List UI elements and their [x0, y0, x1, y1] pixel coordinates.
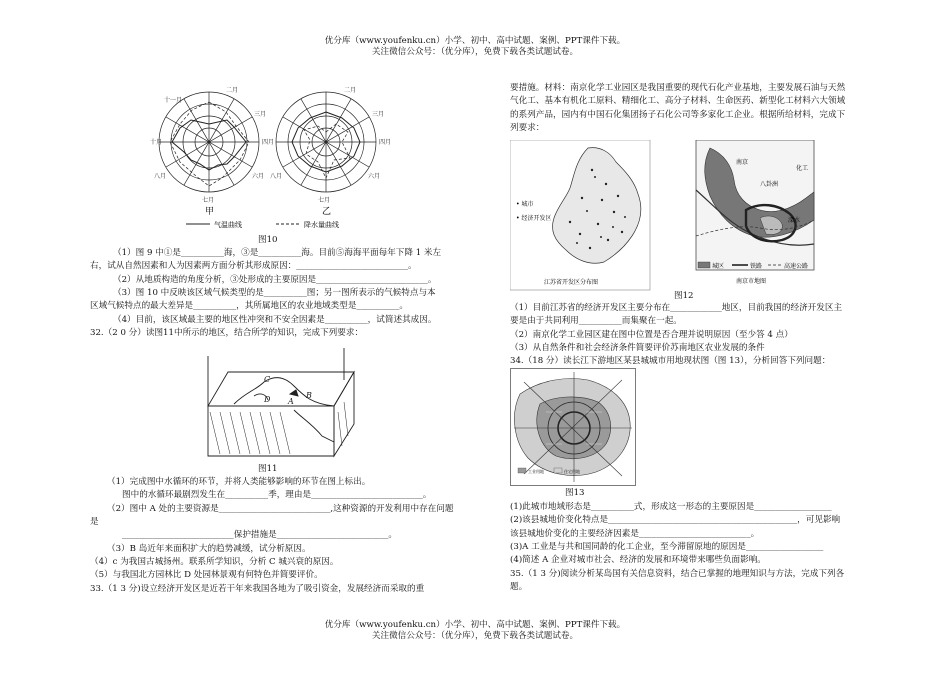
- right-column-lower: [510, 501, 870, 594]
- fig11-label-d: D: [264, 395, 271, 404]
- q34-2: (2)该县城地价变化特点是____________________________________________，可见影响: [510, 515, 841, 526]
- q34-intro: 34.（18 分）读长江下游地区某县城城市用地现状图（图 13），分析回答下列问题：: [510, 356, 831, 367]
- q33-intro: 33.（1 3 分)设立经济开发区是近若干年来我国各地为了吸引资金，发展经济而采取的重: [90, 583, 425, 594]
- q32-intro: 32.（2 0 分）读图11中所示的地区，结合所学的知识，完成下列要求：: [90, 327, 364, 338]
- q31-1: （1）图 9 中①是__________海，③是__________海。目前⑤海海平面每年下降 1 米左: [113, 248, 442, 258]
- fig12-place-lishui: 溧水: [788, 217, 801, 224]
- q34-4: (4)简述 A 企业对城市社会、经济的发展和环境带来哪些负面影响。: [510, 555, 766, 566]
- figure-13-city-landuse: [510, 368, 636, 486]
- q32-4: （4）c 为我国古城扬州。联系所学知识，分析 C 城兴衰的原因。: [90, 556, 339, 567]
- q33-material-4: 列要求：: [510, 122, 545, 133]
- fig13-legend-1: 工业用地: [528, 469, 544, 474]
- left-column-lower: [90, 476, 454, 596]
- q32-3: （3）B 岛近年来面积扩大的趋势减缓，试分析原因。: [107, 543, 311, 554]
- month-label-jia-6: 八月: [154, 173, 167, 180]
- fig12-place-nanjing: 南京: [736, 159, 749, 166]
- fig11-caption: 图11: [258, 464, 278, 474]
- legend-rain-label: 降水量曲线: [304, 221, 339, 229]
- fig11-label-b: B: [306, 391, 312, 400]
- month-label-jia-5: 七月: [202, 197, 215, 204]
- q34-2b: 该县城地价变化的主要经济因素是__________________________。: [510, 528, 760, 539]
- fig13-legend-2: 住宅用地: [564, 469, 580, 474]
- fig12-caption: 图12: [674, 291, 694, 301]
- q35-intro: 35.（1 3 分)阅读分析某岛国有关信息资料，结合已掌握的地理知识与方法，完成下列各: [510, 568, 845, 579]
- radar-chart-yi: [276, 92, 376, 192]
- left-column-upper: [90, 247, 457, 340]
- month-label-yi-6: 八月: [270, 173, 283, 180]
- fig12-left-title: 江苏省开发区分布图: [544, 279, 599, 286]
- fig12-legend-zone: • 经济开发区: [516, 215, 552, 222]
- footer-line-2: 关注微信公众号：（优分库），免费下载各类试题试卷。: [371, 631, 579, 642]
- fig12-legend-city: • 城市: [516, 201, 534, 208]
- fig12-right-title: 南京市地图: [736, 278, 767, 285]
- fig10-caption: 图10: [258, 235, 278, 245]
- month-label-jia-7: 十月: [150, 139, 163, 146]
- q34-3: (3)A 工业是与共和国同龄的化工企业，至今滞留原地的原因是__________________: [510, 541, 824, 552]
- q32-5: （5）与我国北方园林比 D 处园林景观有何特色并简要评价。: [90, 570, 323, 581]
- month-label-yi-5: 七月: [318, 197, 331, 204]
- q32-2b: 是: [90, 516, 99, 527]
- fig12-legend-highway: 高速公路: [784, 263, 809, 270]
- right-column-upper: [510, 82, 870, 135]
- q33-3: （3）从自然条件和社会经济条件简要评价苏南地区农业发展的条件: [510, 342, 765, 353]
- q33-material-1: 要措施。材料：南京化学工业园区是我国重要的现代石化产业基地，主要发展石油与天然: [510, 83, 846, 93]
- month-label-jia-3: 四月: [262, 139, 275, 146]
- q31-3b: 区域气候特点的最大差异是__________，其所属地区的农业地域类型是__________。: [90, 301, 408, 312]
- month-label-jia-2: 三月: [254, 111, 267, 118]
- fig12-place-chem: 化工: [796, 165, 809, 172]
- month-label-yi-3: 四月: [379, 139, 392, 146]
- radar-chart-jia: [159, 92, 259, 192]
- q31-3: （3）图 10 中反映该区域气候类型的是__________图；另一图所表示的气候特点与本: [113, 287, 436, 298]
- q32-1: （1）完成图中水循环的环节，并将人类能够影响的环节在图上标出。: [107, 477, 371, 487]
- month-label-jia-1: 二月: [226, 87, 239, 94]
- fig12-place-bagua: 八卦洲: [760, 181, 779, 188]
- q34-1: (1)此城市地域形态是__________式，形成这一形态的主要原因是__________________: [510, 502, 832, 512]
- figure-10-climate-charts: [150, 82, 440, 242]
- figure-12-maps: [510, 140, 815, 300]
- fig13-caption: 图13: [565, 488, 585, 498]
- fig11-label-a: A: [288, 397, 294, 406]
- page-header: [0, 36, 950, 58]
- fig12-legend-urban: 城区: [712, 263, 725, 270]
- legend-temp-label: 气温曲线: [214, 221, 242, 229]
- map-jiangsu: [510, 140, 650, 290]
- footer-line-1: 优分库（www.youfenku.cn）小学、初中、高中试题、案例、PPT课件下载。: [324, 620, 626, 630]
- chart-label-jia: 甲: [205, 207, 215, 217]
- month-label-jia-4: 六月: [252, 173, 265, 180]
- right-column-middle: [510, 302, 870, 369]
- q31-1b: 右，试从自然因素和人为因素两方面分析其形成原因：__________________________。: [90, 261, 417, 272]
- q35-intro-b: 题。: [510, 581, 528, 592]
- q33-2: （2）南京化学工业园区建在图中位置是否合理并说明原因（至少答 4 点）: [510, 329, 793, 340]
- q33-material-2: 气化工、基本有机化工原料、精细化工、高分子材料、生命医药、新型化工材料六大领域: [510, 96, 846, 107]
- fig11-label-c: C: [264, 375, 271, 384]
- q32-2: （2）图中 A 处的主要资源是__________________________,这种资源的开发利用中存在问题: [107, 503, 454, 514]
- month-label-jia-8: 十一月: [164, 97, 183, 104]
- month-label-yi-1: 二月: [344, 87, 357, 94]
- header-line-2: 关注微信公众号：（优分库），免费下载各类试题试卷。: [371, 47, 579, 58]
- q31-4: （4）目前，该区域最主要的地区性冲突和不安全因素是__________，试简述其成因。: [113, 314, 437, 325]
- map-nanjing: [696, 140, 814, 285]
- chart-label-yi: 乙: [322, 207, 332, 217]
- q31-2: （2）从地质构造的角度分析，③处形成的主要原因是__________________________。: [113, 274, 437, 285]
- q32-1b: 图中的水循环最剧烈发生在__________季，理由是__________________________。: [122, 490, 432, 501]
- page-footer: [0, 620, 950, 642]
- q32-2c: __________________________保护措施是__________________________。: [122, 530, 398, 541]
- fig12-legend-rail: 铁路: [750, 263, 763, 270]
- month-label-yi-2: 三月: [372, 111, 385, 118]
- fig12-right-legend: [698, 262, 808, 270]
- q33-1: （1）目前江苏省的经济开发区主要分布在____________地区，目前我国的经济开发区主: [510, 303, 843, 313]
- month-label-yi-4: 六月: [368, 173, 381, 180]
- q33-material-3: 的系列产品，园内有中国石化集团扬子石化公司等多家化工企业。根据所给材料，完成下: [510, 109, 846, 120]
- header-line-1: 优分库（www.youfenku.cn）小学、初中、高中试题、案例、PPT课件下载。: [324, 36, 626, 46]
- figure-11-block-diagram: [194, 346, 362, 466]
- q33-1b: 要是由于共同利用__________而集聚在一起。: [510, 316, 682, 327]
